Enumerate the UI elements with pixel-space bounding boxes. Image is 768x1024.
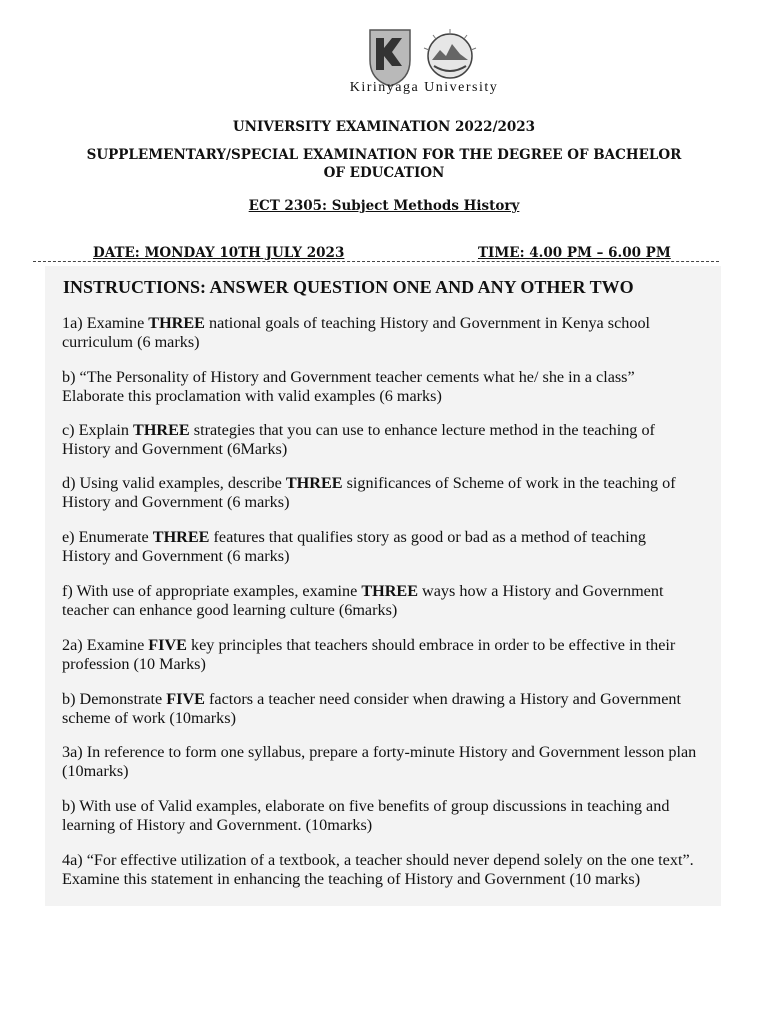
exam-type (0, 146, 768, 182)
question-2b: b) Demonstrate FIVE factors a teacher need consider when drawing a History and Government scheme of work (10marks) (62, 690, 681, 727)
question-4a: 4a) “For effective utilization of a textbook, a teacher should never depend solely on the one text”. Examine this statement in enhancing the teaching of History and Government (10 marks) (62, 851, 694, 888)
university-logo (352, 26, 492, 88)
course-title (0, 198, 768, 214)
question-2a: 2a) Examine FIVE key principles that teachers should embrace in order to be effective in their profession (10 Marks) (62, 636, 676, 673)
exam-time: TIME: 4.00 PM – 6.00 PM (478, 245, 671, 261)
question-1f: f) With use of appropriate examples, examine THREE ways how a History and Government teacher can enhance good learning culture (6marks) (62, 582, 664, 619)
dashed-divider (33, 261, 719, 262)
question-1a: 1a) Examine THREE national goals of teaching History and Government in Kenya school curriculum (6 marks) (62, 314, 651, 351)
exam-type-text: SUPPLEMENTARY/SPECIAL EXAMINATION FOR THE DEGREE OF BACHELOR OF EDUCATION (86, 147, 682, 181)
question-1e: e) Enumerate THREE features that qualifies story as good or bad as a method of teaching History and Government (6 marks) (62, 528, 646, 565)
question-3a: 3a) In reference to form one syllabus, prepare a forty-minute History and Government lesson plan (10marks) (62, 743, 697, 780)
question-1b: b) “The Personality of History and Government teacher cements what he/ she in a class” Elaborate this proclamation with valid examples (6 marks) (62, 368, 635, 405)
exam-title: UNIVERSITY EXAMINATION 2022/2023 (232, 119, 536, 135)
course-title-text: ECT 2305: Subject Methods History (248, 198, 520, 214)
question-1d: d) Using valid examples, describe THREE significances of Scheme of work in the teaching of History and Government (6 marks) (62, 474, 676, 511)
exam-date: DATE: MONDAY 10TH JULY 2023 (93, 245, 345, 261)
instructions: INSTRUCTIONS: ANSWER QUESTION ONE AND ANY OTHER TWO (63, 277, 634, 297)
question-1c: c) Explain THREE strategies that you can use to enhance lecture method in the teaching of History and Government (6Marks) (62, 421, 655, 458)
question-3b: b) With use of Valid examples, elaborate on five benefits of group discussions in teaching and learning of History and Government. (10marks) (62, 797, 670, 834)
university-name: Kirinyaga University (349, 80, 499, 95)
